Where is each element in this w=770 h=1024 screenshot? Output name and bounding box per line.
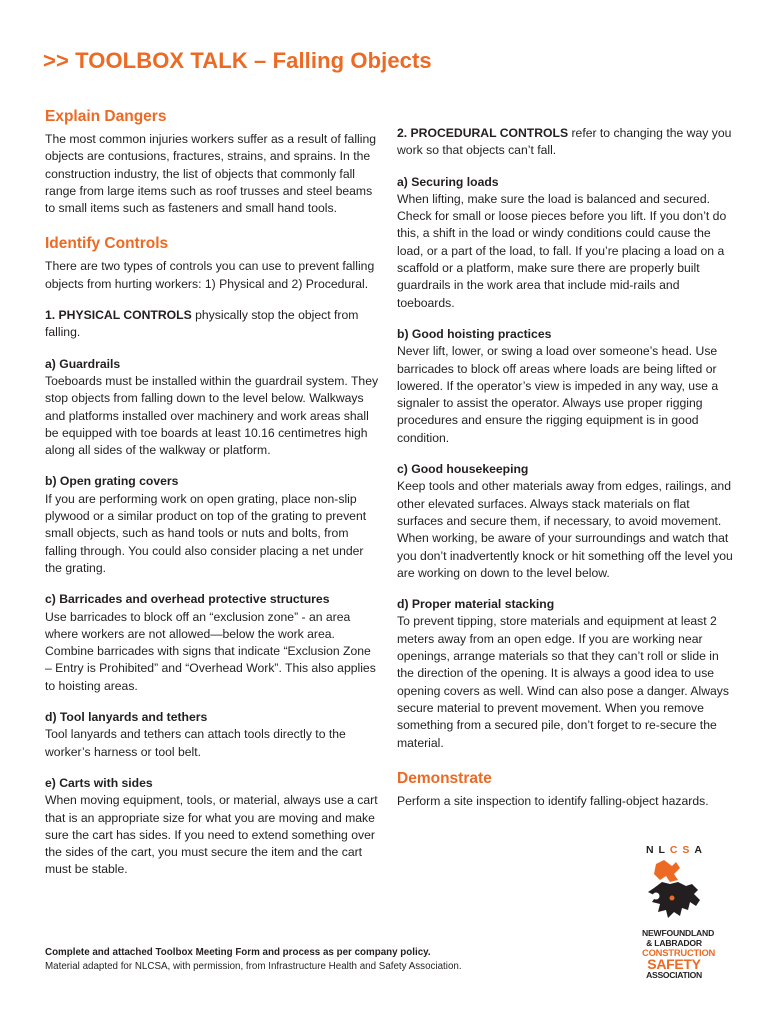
barricades-paragraph [45,591,380,695]
procedural-controls-text: refer to changing the way you work so that objects can’t fall. [397,126,732,158]
barricades-title: c) Barricades and overhead protective structures [45,592,330,607]
lanyards-text: Tool lanyards and tethers can attach tools directly to the worker’s harness or tool belt. [45,727,346,759]
physical-controls-label: 1. PHYSICAL CONTROLS [45,308,192,323]
footer-form-note: Complete and attached Toolbox Meeting Form and process as per company policy. [45,947,431,958]
guardrails-paragraph [45,356,380,460]
carts-text: When moving equipment, tools, or material, always use a cart that is an appropriate size for what you are moving and make sure the cart has sides. If you need to extend something over the sides of the cart, you must secure the item and the cart must be stable. [45,793,378,877]
stacking-paragraph [397,596,737,752]
barricades-text: Use barricades to block off an “exclusion zone” - an area where workers are not allowed—below the work area. Combine barricades with signs that indicate “Exclusion Zone – Entry is Prohibited” and “Overhead Work”. This also applies to hoisting areas. [45,609,376,693]
guardrails-title: a) Guardrails [45,356,121,371]
lanyards-paragraph [45,709,380,761]
identify-controls-text: There are two types of controls you can use to prevent falling objects from hurting workers: 1) Physical and 2) Procedural. [45,259,375,291]
footer [45,946,605,974]
right-column [397,125,737,810]
guardrails-text: Toeboards must be installed within the guardrail system. They stop objects from falling down to the level below. Walkways and platforms installed over machinery and work areas shall be equipped with toe boards at least 10.16 centimetres high along all sides of the walkway or platform. [45,373,379,458]
stacking-text: To prevent tipping, store materials and equipment at least 2 meters away from an open edge. If you are working near openings, arrange materials so that they can’t roll or slide in the direction of the opening. It is always a good idea to use opening covers as well. Wind can also pose a danger. Always secure material to prevent movement. When you remove something from a secured pile, don’t forget to re-secure the material. [397,614,729,750]
hoisting-text: Never lift, lower, or swing a load over someone’s head. Use barricades to block off areas where loads are being lifted or lowered. If the operator’s view is impeded in any way, use a signaler to assist the operator. Always use proper rigging procedures and ensure the rigging equipment is in good condition. [397,344,719,445]
footer-attribution: Material adapted for NLCSA, with permission, from Infrastructure Health and Safety Association. [45,961,462,972]
stacking-title: d) Proper material stacking [397,597,555,612]
procedural-controls-label: 2. PROCEDURAL CONTROLS [397,126,569,140]
physical-controls-text: physically stop the object from falling. [45,308,359,340]
logo-wordmark [642,928,716,980]
nlcsa-logo [642,844,716,980]
housekeeping-text: Keep tools and other materials away from edges, railings, and other elevated surfaces. Always stack materials on flat surfaces and secure them, if necessary, to avoid movement. When working, be aware of your surroundings and watch that you don’t inadvertently knock or hit something off the level you are working on down to the level below. [397,479,733,580]
left-column [45,108,380,893]
housekeeping-title: c) Good housekeeping [397,462,529,477]
carts-paragraph [45,775,380,879]
explain-dangers-heading: Explain Dangers [45,108,167,125]
securing-loads-text: When lifting, make sure the load is balanced and secured. Check for small or loose pieces before you lift. If you don’t do this, a shift in the load or windy conditions could cause the load, or a part of the load, to fall. If you’re placing a load on a scaffold or a platform, make sure there are properly built guardrails in the work area that include mid-rails and toeboards. [397,191,727,310]
logo-line-newfoundland: NEWFOUNDLAND [642,928,715,938]
grating-paragraph [45,473,380,577]
physical-controls-paragraph [45,307,380,342]
logo-line-safety: SAFETY [647,955,701,972]
logo-letter-s: S [682,844,690,856]
housekeeping-paragraph [397,461,737,582]
identify-controls-heading: Identify Controls [45,235,169,253]
page-title: >> TOOLBOX TALK – Falling Objects [43,48,432,73]
explain-dangers-text: The most common injuries workers suffer as a result of falling objects are contusions, fractures, strains, and sprains. In the construction industry, the list of objects that commonly fall range from large items such as roof trusses and steel beams to small items such as fasteners and small hand tools. [45,132,376,216]
demonstrate-heading: Demonstrate [397,769,492,787]
logo-letter-l: L [658,844,665,856]
logo-line-association: ASSOCIATION [646,969,702,980]
hoisting-paragraph [397,326,737,447]
logo-line-labrador: & LABRADOR [646,937,702,948]
logo-acronym [646,844,702,856]
demonstrate-text: Perform a site inspection to identify falling-object hazards. [397,793,709,808]
grating-text: If you are performing work on open grating, place non-slip plywood or a similar product on top of the grating to prevent small objects, such as hand tools or nuts and bolts, from falling through. You could also consider placing a net under the grating. [45,491,367,575]
province-map-icon [642,856,706,924]
lanyards-title: d) Tool lanyards and tethers [45,710,208,725]
logo-letter-a: A [694,844,702,856]
logo-letter-c: C [669,844,678,856]
procedural-controls-paragraph [397,125,737,160]
logo-letter-n: N [646,844,654,856]
hoisting-title: b) Good hoisting practices [397,326,552,341]
securing-loads-title: a) Securing loads [397,174,499,189]
logo-line-construction: CONSTRUCTION [642,947,716,958]
grating-title: b) Open grating covers [45,474,179,489]
securing-loads-paragraph [397,174,737,312]
carts-title: e) Carts with sides [45,775,153,790]
